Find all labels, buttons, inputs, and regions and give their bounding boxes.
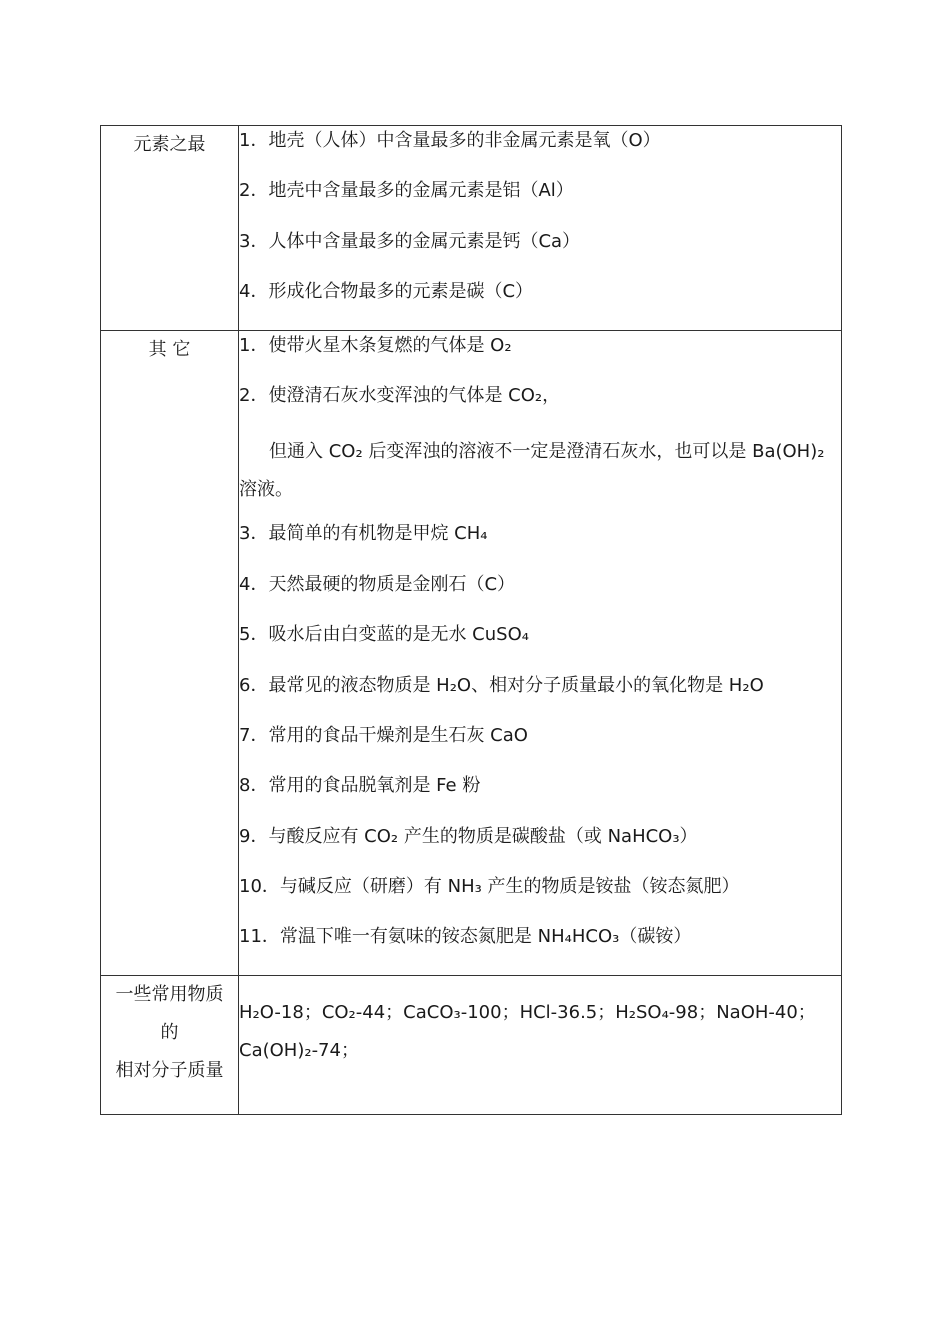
row-content: [239, 975, 842, 1114]
row-content: [239, 330, 842, 975]
molar-mass-list: H₂O-18；CO₂-44；CaCO₃-100；HCl-36.5；H₂SO₄-98；NaOH-40；Ca(OH)₂-74；: [239, 1001, 816, 1061]
list-item: 5．吸水后由白变蓝的是无水 CuSO₄: [239, 624, 529, 646]
row-label-line: 相对分子质量: [115, 1059, 224, 1081]
row-label-line: 一些常用物质: [115, 983, 224, 1005]
table-row: [101, 330, 842, 975]
list-item: 9．与酸反应有 CO₂ 产生的物质是碳酸盐（或 NaHCO₃）: [239, 825, 698, 847]
row-label: [101, 975, 239, 1114]
row-label: 其 它: [101, 330, 239, 975]
list-item: 4．天然最硬的物质是金刚石（C）: [239, 573, 516, 595]
table-row: [101, 126, 842, 331]
list-item: 11．常温下唯一有氨味的铵态氮肥是 NH₄HCO₃（碳铵）: [239, 926, 692, 948]
list-item: 但通入 CO₂ 后变浑浊的溶液不一定是澄清石灰水，也可以是 Ba(OH)₂ 溶液。: [239, 441, 825, 501]
list-item: 2．地壳中含量最多的金属元素是铝（Al）: [239, 180, 574, 202]
list-item: 10．与碱反应（研磨）有 NH₃ 产生的物质是铵盐（铵态氮肥）: [239, 876, 740, 898]
list-item: 4．形成化合物最多的元素是碳（C）: [239, 281, 534, 303]
row-content: [239, 126, 842, 331]
list-item: 3．最简单的有机物是甲烷 CH₄: [239, 523, 488, 545]
row-label: 元素之最: [101, 126, 239, 331]
list-item: 2．使澄清石灰水变浑浊的气体是 CO₂，: [239, 384, 561, 406]
list-item: 7．常用的食品干燥剂是生石灰 CaO: [239, 724, 528, 746]
chemistry-summary-table: [100, 125, 842, 1115]
list-item: 1．地壳（人体）中含量最多的非金属元素是氧（O）: [239, 130, 661, 151]
list-item: 8．常用的食品脱氧剂是 Fe 粉: [239, 775, 481, 797]
table-row: [101, 975, 842, 1114]
row-label-line: 的: [160, 1021, 179, 1043]
list-item: 6．最常见的液态物质是 H₂O、相对分子质量最小的氧化物是 H₂O: [239, 674, 764, 696]
list-item: 3．人体中含量最多的金属元素是钙（Ca）: [239, 230, 581, 252]
list-item: 1．使带火星木条复燃的气体是 O₂: [239, 334, 512, 356]
